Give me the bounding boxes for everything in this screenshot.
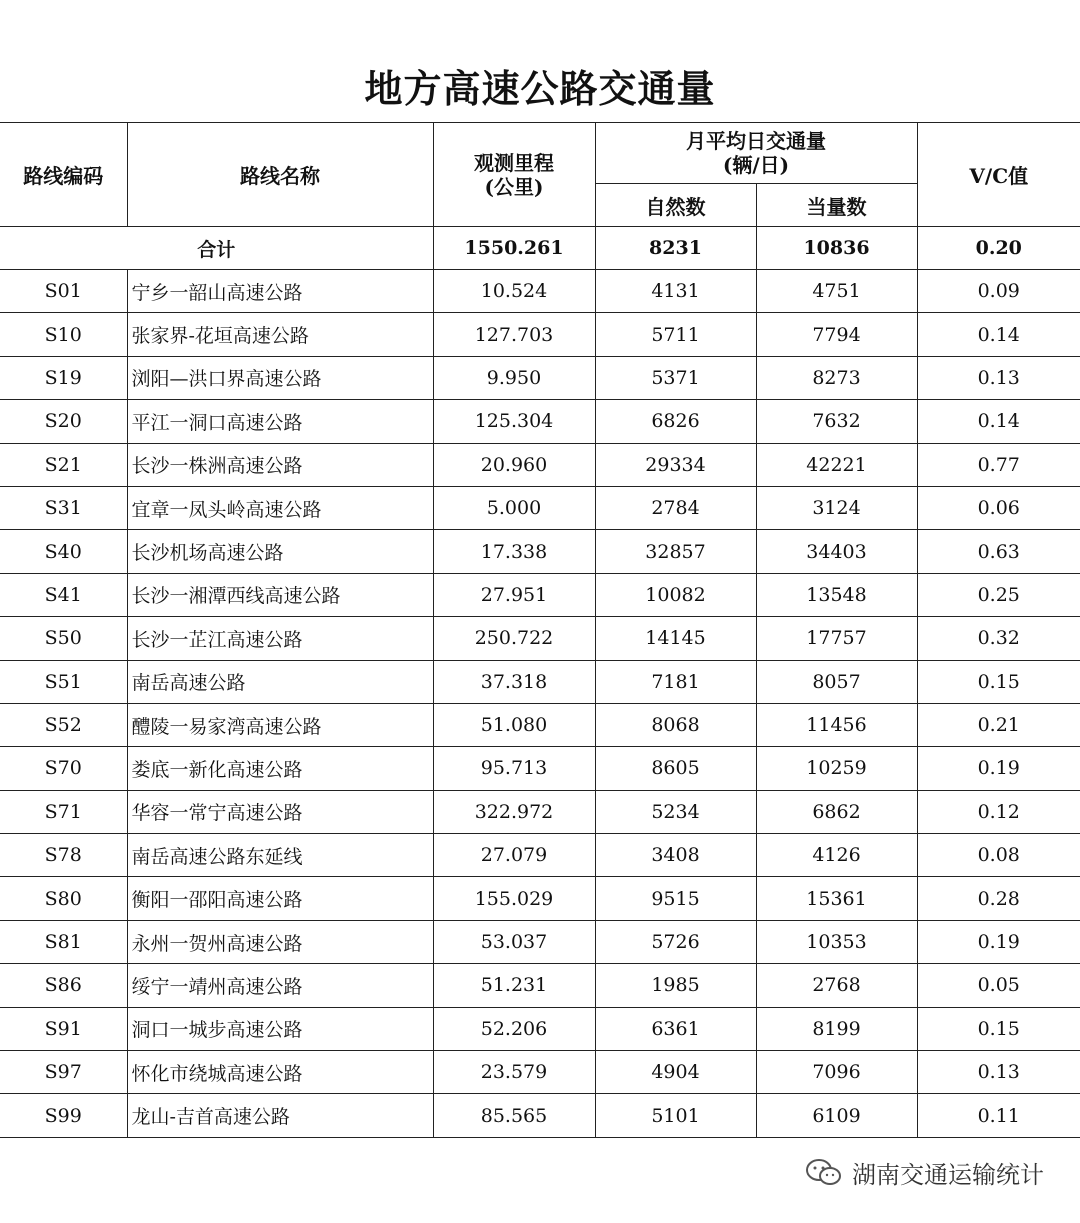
cell-vc: 0.05 [917, 964, 1080, 1007]
cell-code: S20 [0, 400, 127, 443]
cell-equivalent: 42221 [756, 443, 917, 486]
cell-vc: 0.15 [917, 1007, 1080, 1050]
cell-code: S70 [0, 747, 127, 790]
cell-code: S40 [0, 530, 127, 573]
cell-natural: 10082 [595, 573, 756, 616]
cell-vc: 0.11 [917, 1094, 1080, 1137]
table-row [0, 703, 1080, 746]
cell-code: S91 [0, 1007, 127, 1050]
table-row [0, 1094, 1080, 1137]
cell-code: S41 [0, 573, 127, 616]
cell-mileage: 17.338 [433, 530, 595, 573]
cell-natural: 8068 [595, 703, 756, 746]
total-label: 合计 [0, 227, 433, 270]
header-mileage [433, 123, 595, 227]
cell-vc: 0.15 [917, 660, 1080, 703]
table-row [0, 834, 1080, 877]
cell-mileage: 85.565 [433, 1094, 595, 1137]
table-row [0, 443, 1080, 486]
header-code: 路线编码 [0, 123, 127, 227]
cell-equivalent: 34403 [756, 530, 917, 573]
cell-vc: 0.14 [917, 400, 1080, 443]
table-row [0, 964, 1080, 1007]
cell-natural: 6826 [595, 400, 756, 443]
cell-natural: 5101 [595, 1094, 756, 1137]
cell-mileage: 23.579 [433, 1051, 595, 1094]
cell-name: 绥宁一靖州高速公路 [127, 964, 433, 1007]
cell-name: 洞口一城步高速公路 [127, 1007, 433, 1050]
cell-natural: 1985 [595, 964, 756, 1007]
cell-code: S86 [0, 964, 127, 1007]
cell-equivalent: 6862 [756, 790, 917, 833]
total-mileage: 1550.261 [433, 227, 595, 270]
cell-code: S50 [0, 617, 127, 660]
cell-code: S10 [0, 313, 127, 356]
footer-watermark [804, 1155, 1044, 1190]
cell-mileage: 125.304 [433, 400, 595, 443]
header-mileage-line2: (公里) [484, 174, 544, 199]
header-equivalent: 当量数 [756, 184, 917, 227]
cell-mileage: 322.972 [433, 790, 595, 833]
cell-name: 长沙一芷江高速公路 [127, 617, 433, 660]
cell-mileage: 95.713 [433, 747, 595, 790]
cell-name: 南岳高速公路东延线 [127, 834, 433, 877]
cell-mileage: 51.231 [433, 964, 595, 1007]
cell-equivalent: 3124 [756, 486, 917, 529]
cell-name: 醴陵一易家湾高速公路 [127, 703, 433, 746]
cell-vc: 0.63 [917, 530, 1080, 573]
total-vc: 0.20 [917, 227, 1080, 270]
cell-mileage: 51.080 [433, 703, 595, 746]
cell-equivalent: 4126 [756, 834, 917, 877]
cell-name: 宜章一凤头岭高速公路 [127, 486, 433, 529]
cell-name: 怀化市绕城高速公路 [127, 1051, 433, 1094]
table-row [0, 617, 1080, 660]
cell-natural: 2784 [595, 486, 756, 529]
cell-code: S97 [0, 1051, 127, 1094]
cell-mileage: 37.318 [433, 660, 595, 703]
cell-vc: 0.08 [917, 834, 1080, 877]
header-mileage-line1: 观测里程 [474, 150, 554, 175]
cell-name: 平江一洞口高速公路 [127, 400, 433, 443]
cell-vc: 0.19 [917, 920, 1080, 963]
cell-natural: 5711 [595, 313, 756, 356]
cell-name: 宁乡一韶山高速公路 [127, 270, 433, 313]
cell-code: S99 [0, 1094, 127, 1137]
page-title: 地方高速公路交通量 [364, 66, 716, 111]
cell-mileage: 10.524 [433, 270, 595, 313]
total-natural: 8231 [595, 227, 756, 270]
table-row [0, 270, 1080, 313]
cell-natural: 7181 [595, 660, 756, 703]
cell-code: S80 [0, 877, 127, 920]
cell-name: 长沙一株洲高速公路 [127, 443, 433, 486]
cell-equivalent: 6109 [756, 1094, 917, 1137]
table-row [0, 877, 1080, 920]
cell-equivalent: 7632 [756, 400, 917, 443]
cell-equivalent: 2768 [756, 964, 917, 1007]
table-row [0, 313, 1080, 356]
cell-natural: 14145 [595, 617, 756, 660]
cell-vc: 0.77 [917, 443, 1080, 486]
footer-text: 湖南交通运输统计 [852, 1161, 1044, 1189]
header-natural: 自然数 [595, 184, 756, 227]
cell-name: 龙山-吉首高速公路 [127, 1094, 433, 1137]
cell-name: 永州一贺州高速公路 [127, 920, 433, 963]
cell-name: 华容一常宁高速公路 [127, 790, 433, 833]
header-name: 路线名称 [127, 123, 433, 227]
cell-vc: 0.13 [917, 356, 1080, 399]
table-row [0, 1051, 1080, 1094]
cell-natural: 6361 [595, 1007, 756, 1050]
cell-name: 南岳高速公路 [127, 660, 433, 703]
cell-code: S21 [0, 443, 127, 486]
cell-vc: 0.25 [917, 573, 1080, 616]
cell-name: 长沙一湘潭西线高速公路 [127, 573, 433, 616]
header-traffic [595, 123, 917, 184]
cell-mileage: 127.703 [433, 313, 595, 356]
cell-mileage: 5.000 [433, 486, 595, 529]
cell-natural: 4904 [595, 1051, 756, 1094]
cell-vc: 0.32 [917, 617, 1080, 660]
cell-equivalent: 7096 [756, 1051, 917, 1094]
table-row [0, 356, 1080, 399]
cell-mileage: 20.960 [433, 443, 595, 486]
cell-natural: 9515 [595, 877, 756, 920]
cell-natural: 5371 [595, 356, 756, 399]
traffic-table [0, 122, 1080, 1138]
cell-mileage: 250.722 [433, 617, 595, 660]
total-row [0, 227, 1080, 270]
cell-vc: 0.19 [917, 747, 1080, 790]
cell-equivalent: 10353 [756, 920, 917, 963]
cell-natural: 8605 [595, 747, 756, 790]
cell-code: S78 [0, 834, 127, 877]
table-row [0, 790, 1080, 833]
cell-mileage: 9.950 [433, 356, 595, 399]
cell-mileage: 27.951 [433, 573, 595, 616]
table-row [0, 920, 1080, 963]
cell-code: S52 [0, 703, 127, 746]
cell-equivalent: 8199 [756, 1007, 917, 1050]
cell-vc: 0.09 [917, 270, 1080, 313]
cell-name: 娄底一新化高速公路 [127, 747, 433, 790]
cell-name: 张家界-花垣高速公路 [127, 313, 433, 356]
table-row [0, 1007, 1080, 1050]
cell-vc: 0.21 [917, 703, 1080, 746]
cell-mileage: 27.079 [433, 834, 595, 877]
cell-equivalent: 17757 [756, 617, 917, 660]
table-row [0, 486, 1080, 529]
cell-code: S51 [0, 660, 127, 703]
table-row [0, 573, 1080, 616]
cell-equivalent: 11456 [756, 703, 917, 746]
table-row [0, 400, 1080, 443]
header-traffic-line2: (辆/日) [722, 153, 790, 177]
cell-vc: 0.12 [917, 790, 1080, 833]
cell-code: S31 [0, 486, 127, 529]
cell-code: S71 [0, 790, 127, 833]
cell-name: 衡阳一邵阳高速公路 [127, 877, 433, 920]
cell-natural: 4131 [595, 270, 756, 313]
cell-vc: 0.14 [917, 313, 1080, 356]
wechat-icon [804, 1157, 844, 1189]
table-row [0, 747, 1080, 790]
cell-natural: 5234 [595, 790, 756, 833]
cell-code: S19 [0, 356, 127, 399]
cell-vc: 0.28 [917, 877, 1080, 920]
cell-equivalent: 8273 [756, 356, 917, 399]
header-vc: V/C值 [917, 123, 1080, 227]
cell-code: S01 [0, 270, 127, 313]
header-traffic-line1: 月平均日交通量 [686, 129, 826, 153]
cell-name: 浏阳—洪口界高速公路 [127, 356, 433, 399]
cell-natural: 32857 [595, 530, 756, 573]
cell-natural: 29334 [595, 443, 756, 486]
cell-equivalent: 4751 [756, 270, 917, 313]
cell-mileage: 53.037 [433, 920, 595, 963]
cell-vc: 0.13 [917, 1051, 1080, 1094]
cell-equivalent: 7794 [756, 313, 917, 356]
total-equivalent: 10836 [756, 227, 917, 270]
cell-name: 长沙机场高速公路 [127, 530, 433, 573]
table-row [0, 530, 1080, 573]
cell-equivalent: 15361 [756, 877, 917, 920]
table-row [0, 660, 1080, 703]
cell-mileage: 155.029 [433, 877, 595, 920]
cell-mileage: 52.206 [433, 1007, 595, 1050]
cell-equivalent: 10259 [756, 747, 917, 790]
cell-natural: 3408 [595, 834, 756, 877]
cell-equivalent: 13548 [756, 573, 917, 616]
cell-code: S81 [0, 920, 127, 963]
cell-vc: 0.06 [917, 486, 1080, 529]
cell-natural: 5726 [595, 920, 756, 963]
cell-equivalent: 8057 [756, 660, 917, 703]
